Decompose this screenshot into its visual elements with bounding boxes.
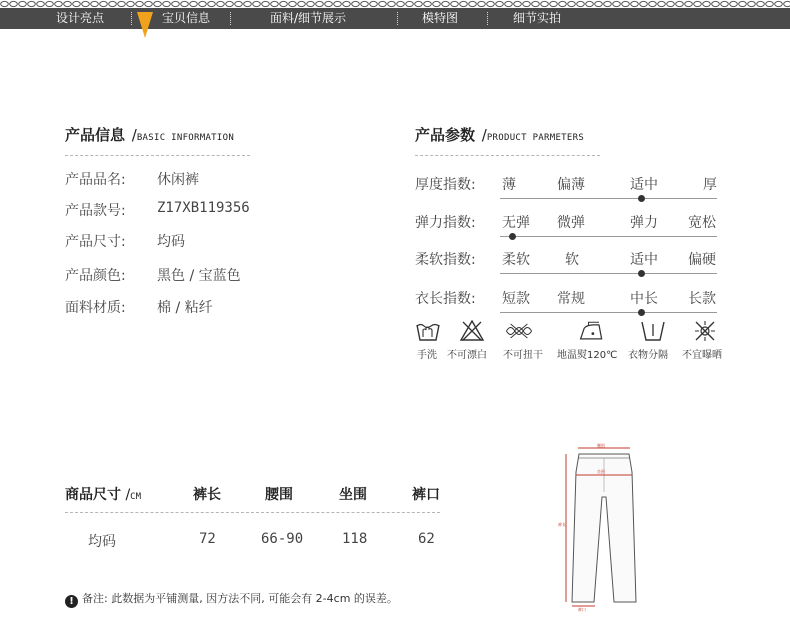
param-option: 宽松 [688, 215, 716, 231]
hand-wash-icon [414, 318, 442, 344]
low-iron-icon [578, 318, 606, 344]
param-option: 微弹 [557, 215, 585, 231]
param-selected-marker [638, 270, 645, 277]
info-label-code: 产品款号: [65, 203, 126, 219]
info-label-size: 产品尺寸: [65, 234, 126, 250]
size-row-size: 均码 [88, 534, 116, 550]
wash-separately-icon [639, 318, 667, 344]
param-option: 软 [565, 252, 579, 268]
info-value-color: 黑色 / 宝蓝色 [157, 268, 241, 284]
params-title-text: 产品参数 [415, 126, 476, 144]
param-option: 适中 [630, 177, 658, 193]
diagram-label-length: 裤长 [558, 522, 566, 527]
info-label-fabric: 面料材质: [65, 300, 126, 316]
params-section-title: 产品参数 /PRODUCT PARMETERS [415, 126, 585, 144]
param-option: 偏硬 [688, 252, 716, 268]
param-selected-marker [509, 233, 516, 240]
param-option: 常规 [557, 291, 585, 307]
param-option: 无弹 [502, 215, 530, 231]
param-label-thickness: 厚度指数: [415, 177, 476, 193]
info-value-size: 均码 [157, 234, 185, 250]
pants-measurement-diagram [552, 442, 656, 612]
size-header-hem: 裤口 [412, 487, 440, 503]
no-wring-icon [505, 318, 533, 344]
diagram-label-hip: 坐围 [597, 469, 605, 474]
info-value-code: Z17XB119356 [157, 200, 250, 216]
param-label-length: 衣长指数: [415, 291, 476, 307]
measurement-note [65, 590, 398, 608]
care-label-no-sun-dry: 不宜曝晒 [682, 350, 722, 361]
info-section-title: 产品信息 /BASIC INFORMATION [65, 126, 235, 144]
size-table-title: 商品尺寸 /CM [65, 487, 142, 503]
info-title-en: BASIC INFORMATION [136, 133, 235, 143]
diagram-label-waist: 腰围 [597, 443, 605, 448]
nav-tab-design[interactable]: 设计亮点 [56, 11, 105, 25]
diagram-label-hem: 裤口 [578, 607, 586, 612]
care-label-hand-wash: 手洗 [417, 350, 437, 361]
nav-separator [487, 12, 488, 25]
nav-separator [131, 12, 132, 25]
param-label-elasticity: 弹力指数: [415, 215, 476, 231]
param-label-softness: 柔软指数: [415, 252, 476, 268]
size-header-hip: 坐围 [339, 487, 367, 503]
care-label-no-wring: 不可扭干 [503, 350, 543, 361]
params-title-en: PRODUCT PARMETERS [486, 133, 585, 143]
care-label-no-bleach: 不可漂白 [447, 350, 487, 361]
active-tab-indicator-icon [137, 12, 153, 38]
top-chain-border [0, 0, 790, 8]
info-title-text: 产品信息 [65, 126, 126, 144]
nav-tab-fabric-details[interactable]: 面料/细节展示 [270, 11, 347, 25]
param-option: 适中 [630, 252, 658, 268]
info-value-name: 休闲裤 [157, 172, 199, 188]
size-cell-length: 72 [199, 531, 216, 547]
size-table-divider [65, 512, 440, 513]
nav-separator [397, 12, 398, 25]
param-option: 短款 [502, 291, 530, 307]
no-sun-dry-icon [691, 318, 719, 344]
param-option: 薄 [502, 177, 516, 193]
nav-tab-product-info[interactable]: 宝贝信息 [162, 11, 211, 25]
care-label-wash-separately: 衣物分隔 [628, 350, 668, 361]
param-scale-line [500, 198, 717, 199]
size-cell-hip: 118 [342, 531, 368, 547]
size-header-length: 裤长 [193, 487, 221, 503]
param-selected-marker [638, 309, 645, 316]
param-option: 偏薄 [557, 177, 585, 193]
nav-tab-detail-photos[interactable]: 细节实拍 [513, 11, 562, 25]
size-header-waist: 腰围 [265, 487, 293, 503]
param-option: 中长 [630, 291, 658, 307]
size-table-title-text: 商品尺寸 [65, 487, 121, 503]
measurement-note-text: 备注: 此数据为平铺测量, 因方法不同, 可能会有 2-4cm 的误差。 [82, 592, 398, 605]
nav-separator [230, 12, 231, 25]
param-scale-line [500, 236, 717, 237]
size-cell-hem: 62 [418, 531, 435, 547]
param-option: 长款 [688, 291, 716, 307]
top-nav-bar [0, 8, 790, 29]
info-value-fabric: 棉 / 粘纤 [157, 300, 213, 316]
nav-tab-model[interactable]: 模特图 [422, 11, 459, 25]
params-divider [415, 155, 600, 156]
param-option: 柔软 [502, 252, 530, 268]
param-selected-marker [638, 195, 645, 202]
size-cell-waist: 66-90 [261, 531, 304, 547]
param-scale-line [500, 312, 717, 313]
param-option: 弹力 [630, 215, 658, 231]
info-divider [65, 155, 250, 156]
care-label-low-iron: 地温熨120℃ [557, 350, 618, 361]
no-bleach-icon [458, 318, 486, 344]
param-option: 厚 [703, 177, 717, 193]
param-scale-line [500, 273, 717, 274]
warning-icon: ! [65, 595, 78, 608]
size-table-unit: CM [130, 492, 142, 502]
info-label-color: 产品颜色: [65, 268, 126, 284]
info-label-name: 产品品名: [65, 172, 126, 188]
